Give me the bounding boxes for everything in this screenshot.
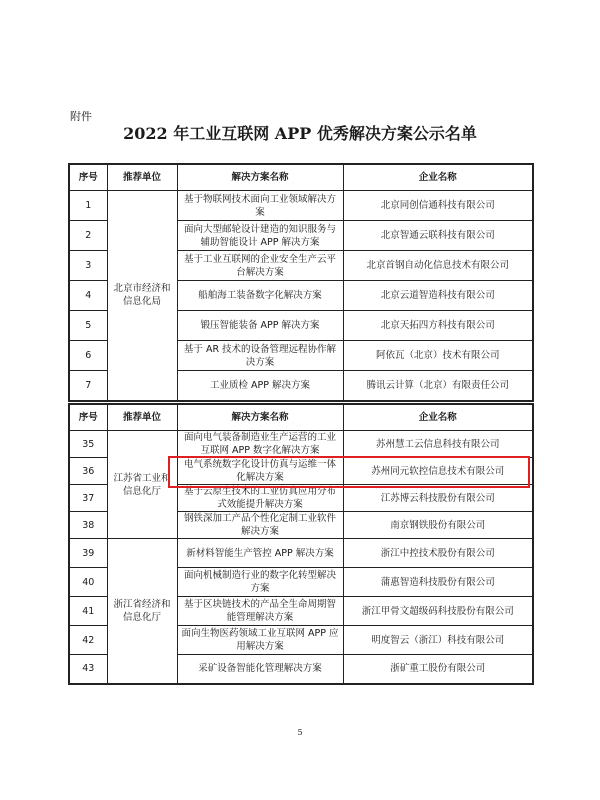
company-name: 北京智通云联科技有限公司 xyxy=(343,221,533,251)
solution-name: 锻压智能装备 APP 解决方案 xyxy=(177,311,343,341)
header-unit: 推荐单位 xyxy=(107,164,177,191)
row-no: 41 xyxy=(69,597,107,626)
row-no: 2 xyxy=(69,221,107,251)
page-number: 5 xyxy=(297,728,303,737)
row-no: 37 xyxy=(69,485,107,512)
row-no: 40 xyxy=(69,568,107,597)
row-no: 5 xyxy=(69,311,107,341)
document-title: 2022 年工业互联网 APP 优秀解决方案公示名单 xyxy=(123,124,477,143)
company-name: 北京首钢自动化信息技术有限公司 xyxy=(343,251,533,281)
header-no: 序号 xyxy=(69,404,107,431)
header-solution: 解决方案名称 xyxy=(177,164,343,191)
company-name: 浙矿重工股份有限公司 xyxy=(343,655,533,684)
table-header-row xyxy=(69,404,533,431)
header-company: 企业名称 xyxy=(343,404,533,431)
table-row xyxy=(69,191,533,221)
solution-name: 基于工业互联网的企业安全生产云平台解决方案 xyxy=(177,251,343,281)
company-name: 江苏博云科技股份有限公司 xyxy=(343,485,533,512)
solution-name: 基于云原生技术的工业仿真应用分布式效能提升解决方案 xyxy=(177,485,343,512)
company-name: 苏州同元软控信息技术有限公司 xyxy=(343,458,533,485)
solution-name: 采矿设备智能化管理解决方案 xyxy=(177,655,343,684)
solution-name: 基于物联网技术面向工业领域解决方案 xyxy=(177,191,343,221)
row-no: 35 xyxy=(69,431,107,458)
solution-name: 面向电气装备制造业生产运营的工业互联网 APP 数字化解决方案 xyxy=(177,431,343,458)
solution-name: 面向生物医药领域工业互联网 APP 应用解决方案 xyxy=(177,626,343,655)
solution-name: 基于区块链技术的产品全生命周期智能管理解决方案 xyxy=(177,597,343,626)
solution-name: 船舶海工装备数字化解决方案 xyxy=(177,281,343,311)
row-no: 38 xyxy=(69,512,107,539)
company-name: 北京同创信通科技有限公司 xyxy=(343,191,533,221)
recommending-unit: 北京市经济和信息化局 xyxy=(107,191,177,401)
company-name: 明度智云（浙江）科技有限公司 xyxy=(343,626,533,655)
header-company: 企业名称 xyxy=(343,164,533,191)
header-unit: 推荐单位 xyxy=(107,404,177,431)
recommending-unit: 浙江省经济和信息化厅 xyxy=(107,539,177,684)
table-row xyxy=(69,539,533,568)
company-name: 腾讯云计算（北京）有限责任公司 xyxy=(343,371,533,401)
row-no: 42 xyxy=(69,626,107,655)
solution-name: 面向机械制造行业的数字化转型解决方案 xyxy=(177,568,343,597)
solution-name: 电气系统数字化设计仿真与运维一体化解决方案 xyxy=(177,458,343,485)
row-no: 6 xyxy=(69,341,107,371)
company-name: 阿依瓦（北京）技术有限公司 xyxy=(343,341,533,371)
header-no: 序号 xyxy=(69,164,107,191)
row-no: 39 xyxy=(69,539,107,568)
recommending-unit: 江苏省工业和信息化厅 xyxy=(107,431,177,539)
row-no: 43 xyxy=(69,655,107,684)
solutions-table-1 xyxy=(68,163,534,402)
company-name: 浙江甲骨文超级码科技股份有限公司 xyxy=(343,597,533,626)
company-name: 南京钢铁股份有限公司 xyxy=(343,512,533,539)
row-no: 1 xyxy=(69,191,107,221)
header-solution: 解决方案名称 xyxy=(177,404,343,431)
solution-name: 新材料智能生产管控 APP 解决方案 xyxy=(177,539,343,568)
table-header-row xyxy=(69,164,533,191)
row-no: 36 xyxy=(69,458,107,485)
table-row xyxy=(69,431,533,458)
solution-name: 工业质检 APP 解决方案 xyxy=(177,371,343,401)
company-name: 浙江中控技术股份有限公司 xyxy=(343,539,533,568)
solution-name: 基于 AR 技术的设备管理远程协作解决方案 xyxy=(177,341,343,371)
row-no: 3 xyxy=(69,251,107,281)
company-name: 北京云道智造科技有限公司 xyxy=(343,281,533,311)
row-no: 7 xyxy=(69,371,107,401)
company-name: 蒲惠智造科技股份有限公司 xyxy=(343,568,533,597)
solution-name: 钢铁深加工产品个性化定制工业软件解决方案 xyxy=(177,512,343,539)
row-no: 4 xyxy=(69,281,107,311)
attachment-label: 附件 xyxy=(70,110,92,123)
company-name: 北京天拓四方科技有限公司 xyxy=(343,311,533,341)
solutions-table-2 xyxy=(68,403,534,685)
solution-name: 面向大型邮轮设计建造的知识服务与辅助智能设计 APP 解决方案 xyxy=(177,221,343,251)
company-name: 苏州慧工云信息科技有限公司 xyxy=(343,431,533,458)
